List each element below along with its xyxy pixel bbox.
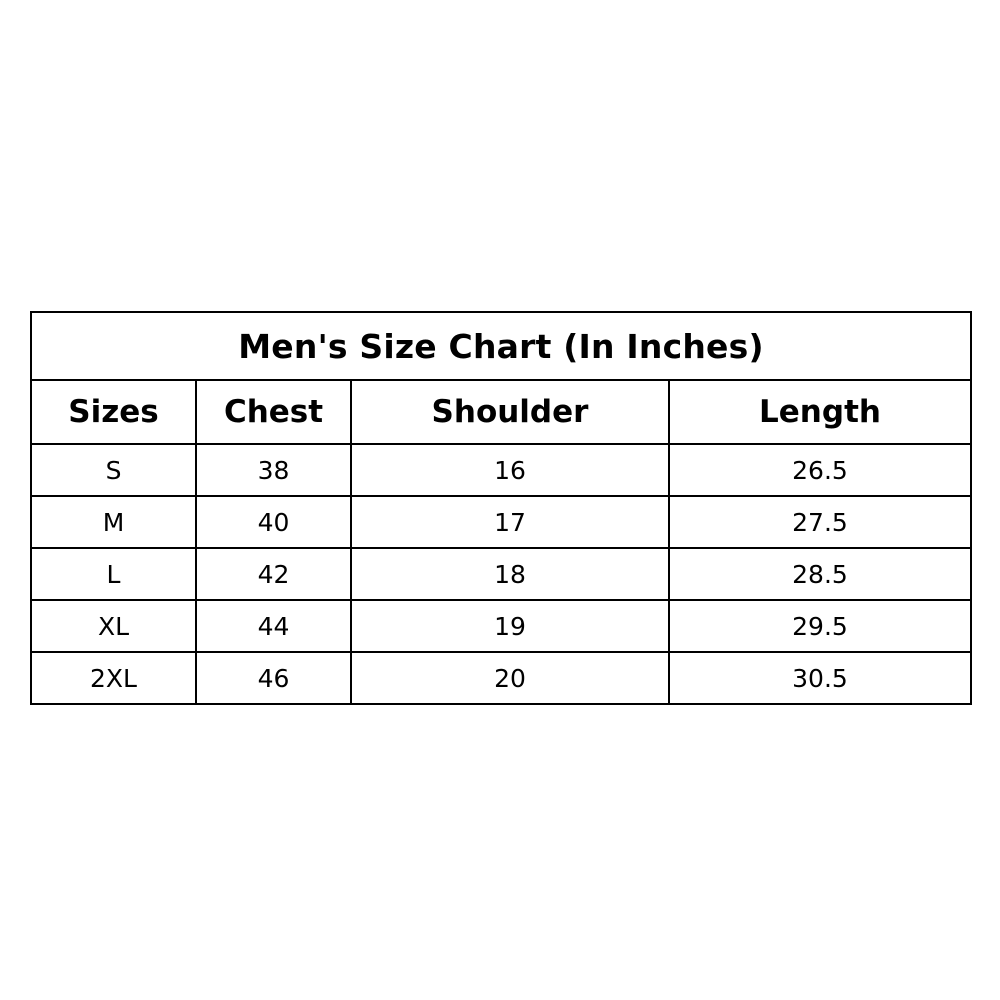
cell-size: S bbox=[31, 444, 196, 496]
column-header-shoulder: Shoulder bbox=[351, 380, 669, 444]
cell-size: 2XL bbox=[31, 652, 196, 704]
table-row bbox=[31, 600, 971, 652]
table-row bbox=[31, 496, 971, 548]
table-row bbox=[31, 444, 971, 496]
cell-shoulder: 18 bbox=[351, 548, 669, 600]
cell-length: 26.5 bbox=[669, 444, 971, 496]
size-chart-container bbox=[30, 311, 970, 693]
cell-chest: 38 bbox=[196, 444, 351, 496]
cell-chest: 42 bbox=[196, 548, 351, 600]
cell-length: 30.5 bbox=[669, 652, 971, 704]
table-title-row bbox=[31, 312, 971, 380]
cell-size: M bbox=[31, 496, 196, 548]
table-row bbox=[31, 548, 971, 600]
cell-chest: 44 bbox=[196, 600, 351, 652]
cell-shoulder: 17 bbox=[351, 496, 669, 548]
mens-size-chart-table bbox=[30, 311, 972, 705]
column-header-length: Length bbox=[669, 380, 971, 444]
cell-chest: 40 bbox=[196, 496, 351, 548]
cell-chest: 46 bbox=[196, 652, 351, 704]
cell-shoulder: 16 bbox=[351, 444, 669, 496]
table-row bbox=[31, 652, 971, 704]
cell-size: XL bbox=[31, 600, 196, 652]
column-header-chest: Chest bbox=[196, 380, 351, 444]
column-header-sizes: Sizes bbox=[31, 380, 196, 444]
cell-length: 29.5 bbox=[669, 600, 971, 652]
cell-size: L bbox=[31, 548, 196, 600]
chart-title: Men's Size Chart (In Inches) bbox=[31, 312, 971, 380]
cell-length: 28.5 bbox=[669, 548, 971, 600]
cell-length: 27.5 bbox=[669, 496, 971, 548]
cell-shoulder: 20 bbox=[351, 652, 669, 704]
table-header-row bbox=[31, 380, 971, 444]
cell-shoulder: 19 bbox=[351, 600, 669, 652]
